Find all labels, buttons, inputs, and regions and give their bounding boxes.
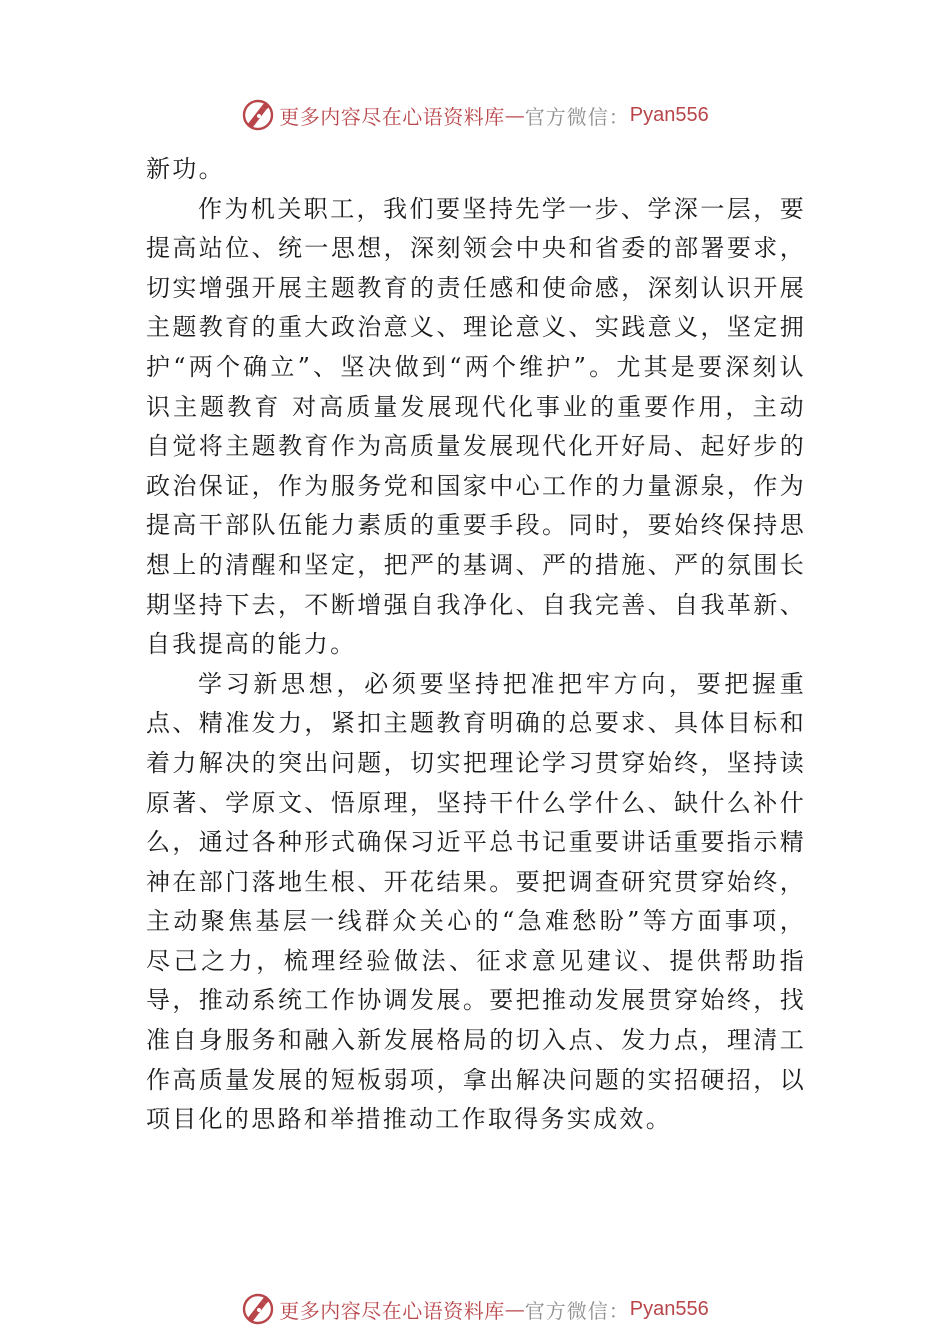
- header-banner: [0, 95, 950, 135]
- document-body: [146, 150, 806, 1140]
- header-wechat-id: Pyan556: [629, 103, 709, 126]
- paragraph-continuation: 新功。: [146, 155, 225, 183]
- footer-banner: [0, 1289, 950, 1329]
- header-separator: —: [504, 103, 525, 127]
- paragraph: 学习新思想，必须要坚持把准把牢方向，要把握重点、精准发力，紧扣主题教育明确的总要求、具体目标和着力解决的突出问题，切实把理论学习贯穿始终，坚持读原著、学原文、悟原理，坚持干什么学什么、缺什么补什么，通过各种形式确保习近平总书记重要讲话重要指示精神在部门落地生根、开花结果。要把调查研究贯穿始终，主动聚焦基层一线群众关心的“急难愁盼”等方面事项，尽己之力，梳理经验做法、征求意见建议、提供帮助指导，推动系统工作协调发展。要把推动发展贯穿始终，找准自身服务和融入新发展格局的切入点、发力点，理清工作高质量发展的短板弱项，拿出解决问题的实招硬招，以项目化的思路和举措推动工作取得务实成效。: [146, 669, 806, 1134]
- pen-nib-circle-icon: [241, 1292, 275, 1326]
- footer-brand-text: 更多内容尽在心语资料库: [279, 1298, 505, 1323]
- header-label-text: 官方微信：: [524, 104, 630, 129]
- footer-label-text: 官方微信：: [524, 1298, 630, 1323]
- footer-wechat-id: Pyan556: [629, 1297, 709, 1320]
- pen-nib-circle-icon: [241, 98, 275, 132]
- header-brand-text: 更多内容尽在心语资料库: [279, 104, 505, 129]
- footer-separator: —: [504, 1297, 525, 1321]
- paragraph: 作为机关职工，我们要坚持先学一步、学深一层，要提高站位、统一思想，深刻领会中央和省委的部署要求，切实增强开展主题教育的责任感和使命感，深刻认识开展主题教育的重大政治意义、理论意义、实践意义，坚定拥护“两个确立”、坚决做到“两个维护”。尤其是要深刻认识主题教育 对高质量发展现代化事业的重要作用，主动自觉将主题教育作为高质量发展现代化开好局、起好步的政治保证，作为服务党和国家中心工作的力量源泉，作为提高干部队伍能力素质的重要手段。同时，要始终保持思想上的清醒和坚定，把严的基调、严的措施、严的氛围长期坚持下去，不断增强自我净化、自我完善、自我革新、自我提高的能力。: [146, 194, 806, 659]
